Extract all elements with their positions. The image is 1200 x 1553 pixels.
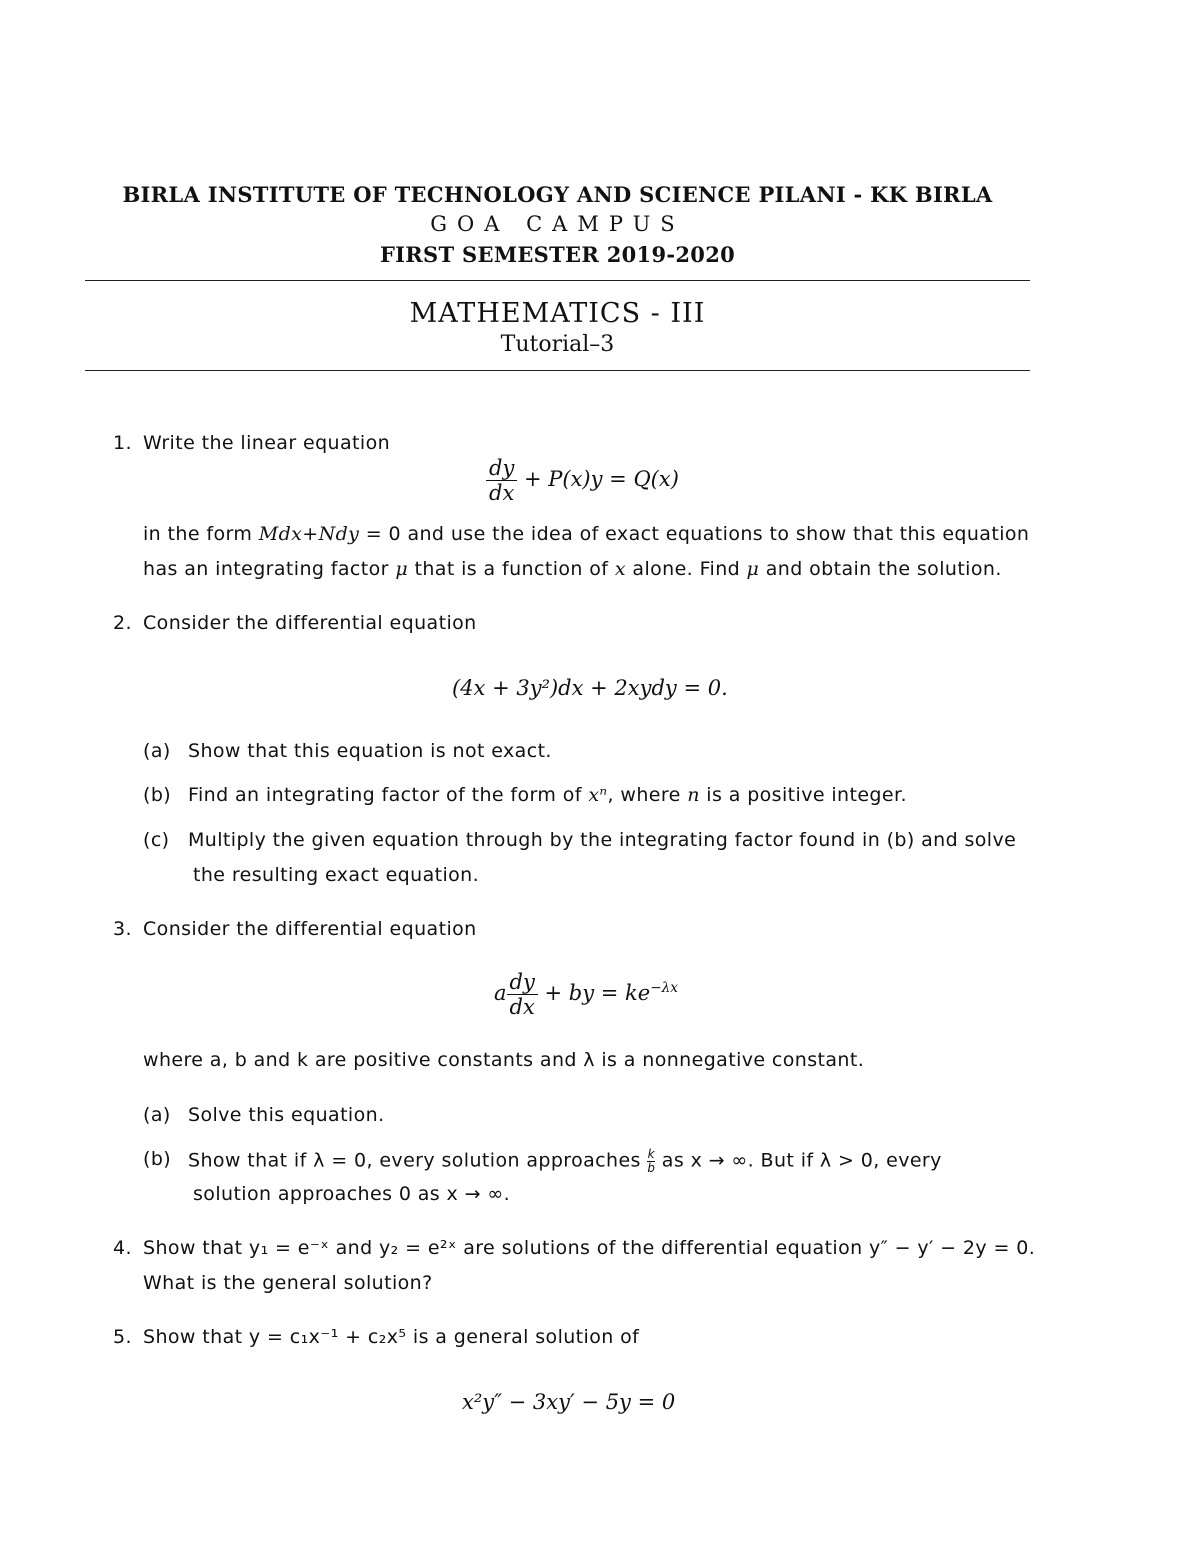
q2a-text: Show that this equation is not exact. — [188, 740, 552, 762]
q1-eq-rest: + P(x)y = Q(x) — [524, 467, 679, 492]
campus-name: GOA CAMPUS — [430, 212, 685, 236]
q4-line1: Show that y₁ = e⁻ˣ and y₂ = e²ˣ are solutions of the differential equation y″ − y′ − 2y = 0. — [143, 1237, 1036, 1259]
q3-intro: Consider the differential equation — [143, 918, 477, 940]
q3b-text-line1: Show that if λ = 0, every solution approaches $\frac{k}{b}$ as x → ∞. But if λ > 0, every — [188, 1147, 942, 1175]
q3a-text: Solve this equation. — [188, 1104, 385, 1126]
q5-number: 5. — [113, 1326, 132, 1348]
q2-intro: Consider the differential equation — [143, 612, 477, 634]
q5-line1: Show that y = c₁x⁻¹ + c₂x⁵ is a general solution of — [143, 1326, 640, 1348]
q2c-text-line2: the resulting exact equation. — [193, 864, 480, 886]
q5-equation: x²y″ − 3xy′ − 5y = 0 — [462, 1390, 676, 1414]
header-rule-top — [85, 280, 1030, 281]
q2c-label: (c) — [143, 829, 170, 851]
q2b-label: (b) — [143, 784, 172, 806]
course-title: MATHEMATICS - III — [409, 298, 706, 329]
institute-name: BIRLA INSTITUTE OF TECHNOLOGY AND SCIENCE PILANI - KK BIRLA — [122, 182, 993, 207]
q3-where: where a, b and k are positive constants and λ is a nonnegative constant. — [143, 1049, 865, 1071]
q1-intro: Write the linear equation — [143, 432, 391, 454]
q2-number: 2. — [113, 612, 132, 634]
q3-equation: a $\frac{dy}{dx}$ + by = $ke^{-\lambda x}$ — [494, 970, 678, 1020]
q2c-text-line1: Multiply the given equation through by the integrating factor found in (b) and solve — [188, 829, 1017, 851]
q2a-label: (a) — [143, 740, 171, 762]
tutorial-label: Tutorial–3 — [500, 332, 615, 357]
q3b-label: (b) — [143, 1148, 172, 1170]
q4-number: 4. — [113, 1237, 132, 1259]
q3b-text-line2: solution approaches 0 as x → ∞. — [193, 1183, 511, 1205]
semester: FIRST SEMESTER 2019-2020 — [379, 242, 736, 267]
q3-number: 3. — [113, 918, 132, 940]
q2b-text: Find an integrating factor of the form of xⁿ, where n is a positive integer. — [188, 784, 907, 806]
header-rule-bottom — [85, 370, 1030, 371]
q3a-label: (a) — [143, 1104, 171, 1126]
q1-line1: in the form Mdx+Ndy = 0 and use the idea of exact equations to show that this equation — [143, 523, 1030, 545]
q4-line2: What is the general solution? — [143, 1272, 433, 1294]
q1-number: 1. — [113, 432, 132, 454]
q1-equation — [486, 456, 679, 505]
q2-equation: (4x + 3y²)dx + 2xydy = 0. — [452, 676, 728, 700]
q1-line2: has an integrating factor μ that is a function of x alone. Find μ and obtain the solution. — [143, 558, 1002, 580]
q1-eq-numerator: dy — [486, 456, 517, 481]
q1-eq-denominator: dx — [489, 481, 515, 506]
